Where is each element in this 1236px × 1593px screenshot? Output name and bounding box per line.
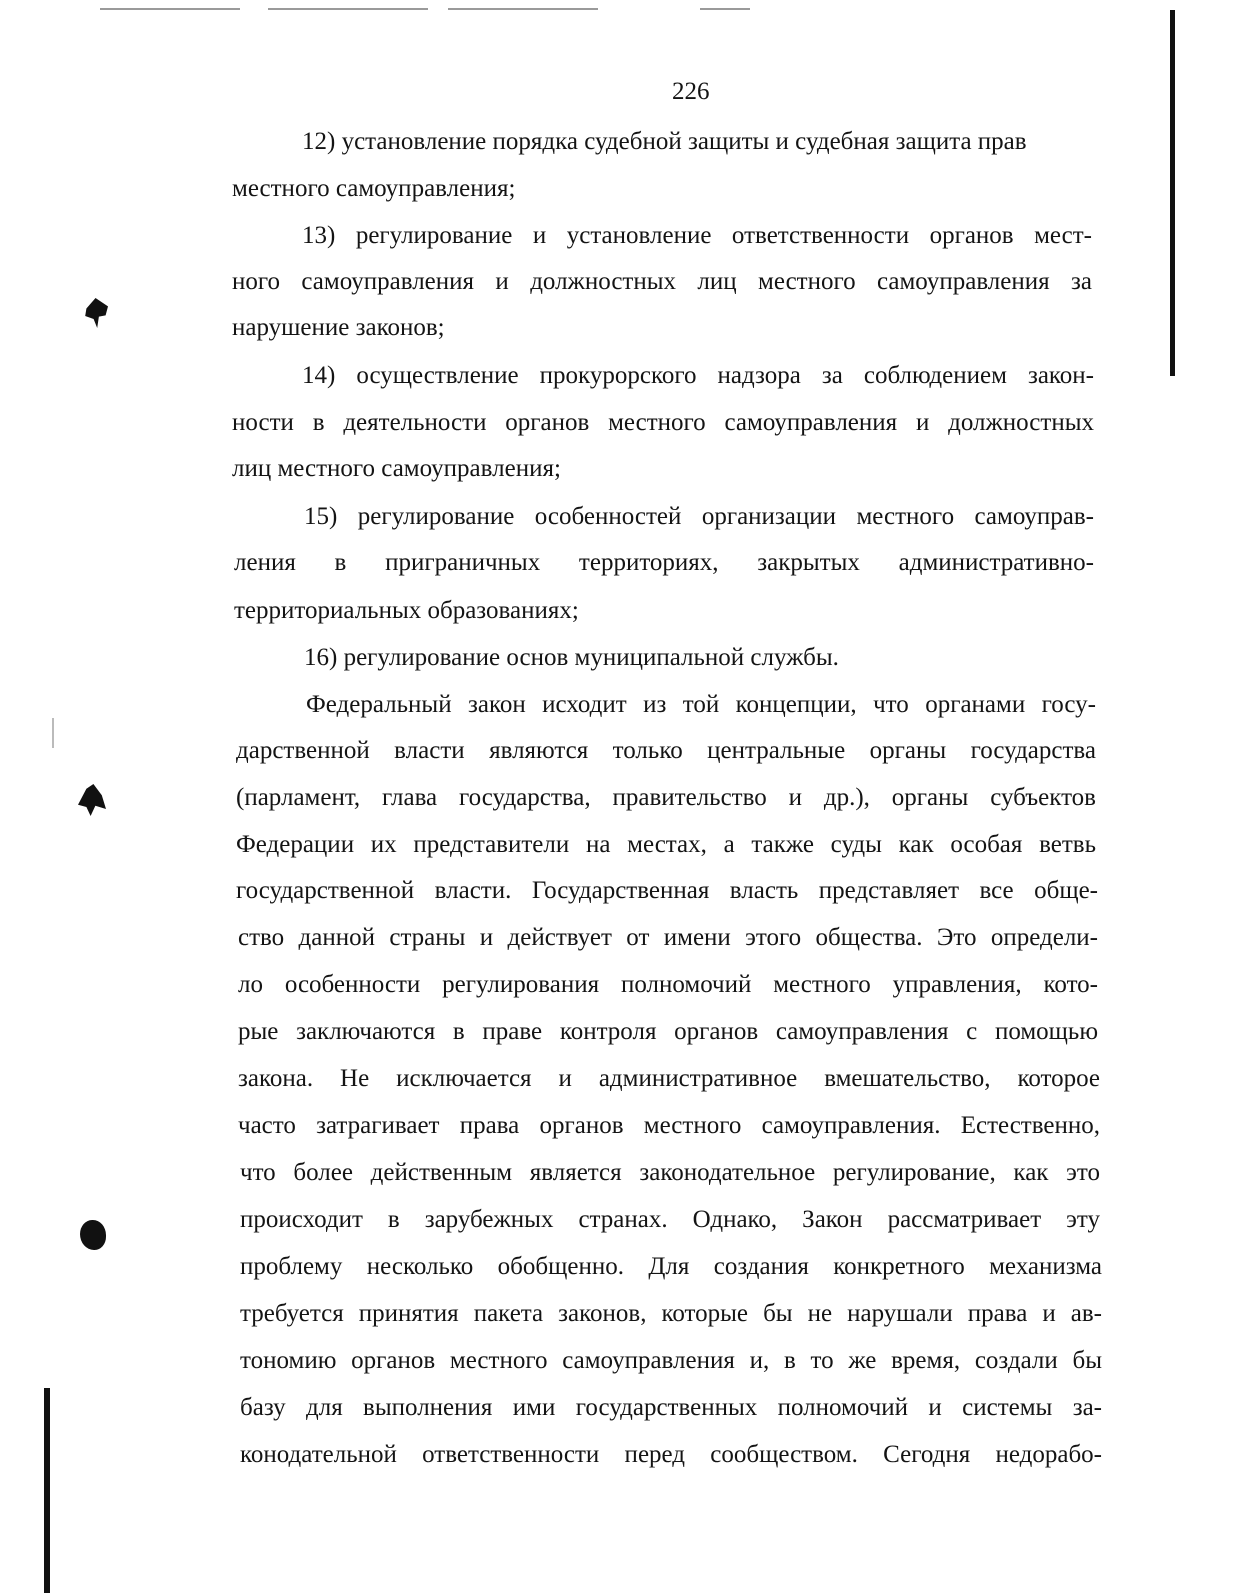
text-line: ло особенности регулирования полномочий местного управления, кото- bbox=[238, 971, 1098, 998]
text-line: (парламент, глава государства, правительство и др.), органы субъектов bbox=[236, 784, 1096, 811]
top-rule bbox=[100, 8, 240, 10]
text-line: 16) регулирование основ муниципальной службы. bbox=[304, 644, 839, 671]
text-line: ности в деятельности органов местного самоуправления и должностных bbox=[232, 409, 1094, 436]
text-line: 13) регулирование и установление ответственности органов мест- bbox=[302, 222, 1092, 249]
text-line: Федеральный закон исходит из той концепции, что органами госу- bbox=[306, 691, 1096, 718]
text-line: лиц местного самоуправления; bbox=[232, 455, 561, 482]
text-line: происходит в зарубежных странах. Однако, Закон рассматривает эту bbox=[240, 1206, 1100, 1233]
top-rule bbox=[700, 8, 750, 10]
text-line: конодательной ответственности перед сообществом. Сегодня недорабо- bbox=[240, 1441, 1102, 1468]
text-line: тономию органов местного самоуправления и, в то же время, создали бы bbox=[240, 1347, 1102, 1374]
binding-hole-mark bbox=[84, 298, 108, 328]
text-line: часто затрагивает права органов местного самоуправления. Естественно, bbox=[238, 1112, 1100, 1139]
text-line: 14) осуществление прокурорского надзора за соблюдением закон- bbox=[302, 362, 1094, 389]
text-line: проблему несколько обобщенно. Для создания конкретного механизма bbox=[240, 1253, 1102, 1280]
top-rule bbox=[448, 8, 598, 10]
top-rule bbox=[268, 8, 428, 10]
binding-hole-mark bbox=[80, 1220, 106, 1250]
text-line: закона. Не исключается и административное вмешательство, которое bbox=[238, 1065, 1100, 1092]
text-line: территориальных образованиях; bbox=[234, 597, 579, 624]
text-line: нарушение законов; bbox=[232, 314, 445, 341]
page-number: 226 bbox=[672, 78, 710, 105]
text-line: рые заключаются в праве контроля органов самоуправления с помощью bbox=[238, 1018, 1098, 1045]
binding-hole-mark bbox=[78, 784, 106, 816]
text-line: Федерации их представители на местах, а также суды как особая ветвь bbox=[236, 831, 1096, 858]
text-line: местного самоуправления; bbox=[232, 175, 516, 202]
text-line: 15) регулирование особенностей организации местного самоуправ- bbox=[304, 503, 1094, 530]
text-line: дарственной власти являются только центральные органы государства bbox=[236, 737, 1096, 764]
scan-mark bbox=[52, 718, 54, 748]
text-line: государственной власти. Государственная власть представляет все обще- bbox=[236, 877, 1098, 904]
text-line: требуется принятия пакета законов, которые бы не нарушали права и ав- bbox=[240, 1300, 1102, 1327]
scan-edge-bar bbox=[44, 1388, 50, 1593]
text-line: ления в приграничных территориях, закрытых административно- bbox=[234, 549, 1094, 576]
text-line: ство данной страны и действует от имени этого общества. Это определи- bbox=[238, 924, 1098, 951]
text-line: 12) установление порядка судебной защиты и судебная защита прав bbox=[302, 128, 1027, 155]
text-line: базу для выполнения ими государственных полномочий и системы за- bbox=[240, 1394, 1102, 1421]
scan-edge-bar bbox=[1170, 10, 1175, 376]
text-line: что более действенным является законодательное регулирование, как это bbox=[240, 1159, 1100, 1186]
text-line: ного самоуправления и должностных лиц местного самоуправления за bbox=[232, 268, 1092, 295]
